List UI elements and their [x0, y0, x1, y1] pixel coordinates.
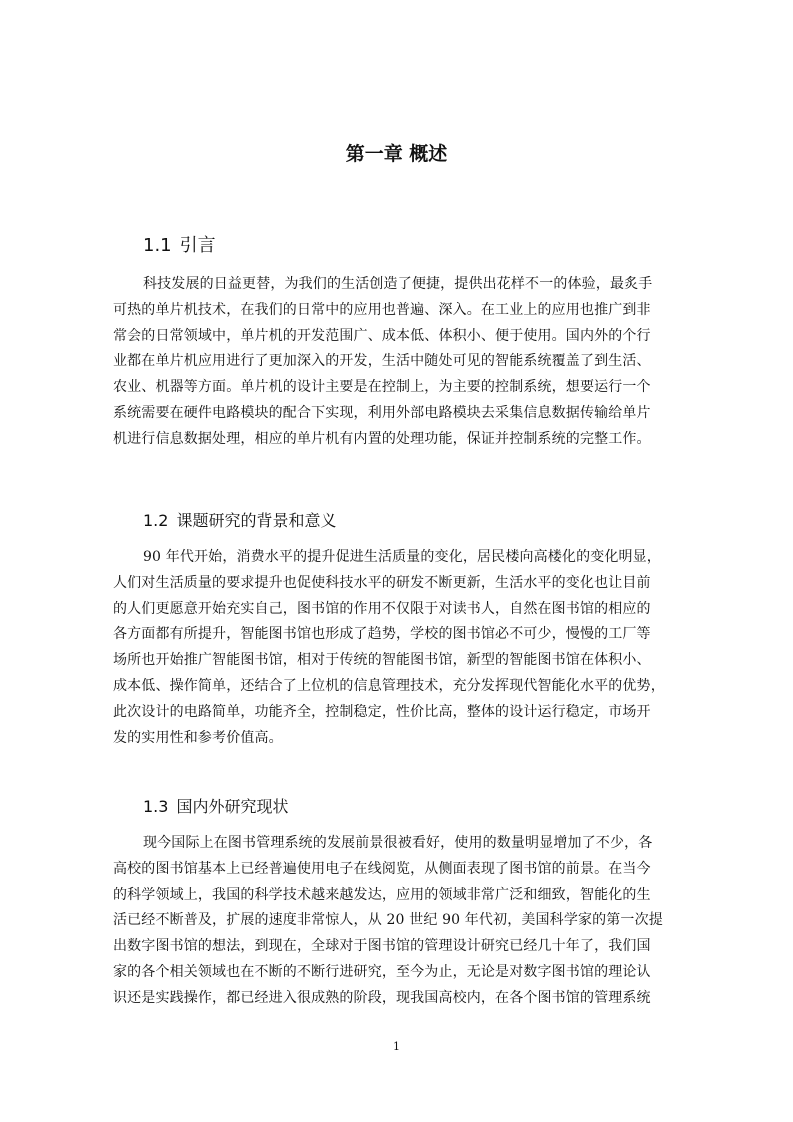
paragraph-line: 场所也开始推广智能图书馆，相对于传统的智能图书馆，新型的智能图书馆在体积小、	[113, 652, 651, 669]
paragraph-line: 常会的日常领域中，单片机的开发范围广、成本低、体积小、便于使用。国内外的个行	[113, 327, 651, 344]
section-title: 国内外研究现状	[176, 797, 289, 816]
chapter-title: 第一章 概述	[345, 143, 448, 165]
paragraph-line: 机进行信息数据处理，相应的单片机有内置的处理功能，保证并控制系统的完整工作。	[113, 430, 651, 447]
section-heading-background	[143, 509, 336, 533]
paragraph-line: 业都在单片机应用进行了更加深入的开发，生活中随处可见的智能系统覆盖了到生活、	[113, 353, 651, 370]
section-heading-research-status	[143, 795, 288, 819]
section-number: 1.1	[143, 235, 172, 256]
paragraph-line: 活已经不断普及，扩展的速度非常惊人，从 20 世纪 90 年代初，美国科学家的第一次提	[113, 912, 663, 929]
paragraph-line: 出数字图书馆的想法，到现在，全球对于图书馆的管理设计研究已经几十年了，我们国	[113, 938, 651, 955]
paragraph-line: 90 年代开始，消费水平的提升促进生活质量的变化，居民楼向高楼化的变化明显，	[143, 549, 661, 565]
paragraph-line: 此次设计的电路简单，功能齐全，控制稳定，性价比高，整体的设计运行稳定，市场开	[113, 703, 651, 720]
section-title: 引言	[179, 235, 216, 256]
section-title: 课题研究的背景和意义	[176, 511, 337, 530]
paragraph-line: 农业、机器等方面。单片机的设计主要是在控制上，为主要的控制系统，想要运行一个	[113, 379, 651, 396]
paragraph-introduction	[113, 272, 685, 453]
paragraph-line: 科技发展的日益更替，为我们的生活创造了便捷，提供出花样不一的体验，最炙手	[143, 276, 653, 292]
paragraph-line: 家的各个相关领域也在不断的不断行进研究，至今为止，无论是对数字图书馆的理论认	[113, 963, 651, 980]
paragraph-line: 的人们更愿意开始充实自己，图书馆的作用不仅限于对读书人，自然在图书馆的相应的	[113, 600, 651, 617]
paragraph-line: 现今国际上在图书管理系统的发展前景很被看好，使用的数量明显增加了不少，各	[143, 835, 653, 851]
paragraph-line: 识还是实践操作，都已经进入很成熟的阶段，现我国高校内，在各个图书馆的管理系统	[113, 989, 651, 1006]
paragraph-line: 各方面都有所提升，智能图书馆也形成了趋势，学校的图书馆必不可少，慢慢的工厂等	[113, 626, 651, 643]
paragraph-line: 系统需要在硬件电路模块的配合下实现，利用外部电路模块去采集信息数据传输给单片	[113, 404, 651, 421]
paragraph-line: 人们对生活质量的要求提升也促使科技水平的研发不断更新，生活水平的变化也让目前	[113, 574, 651, 591]
paragraph-line: 的科学领域上，我国的科学技术越来越发达，应用的领域非常广泛和细致，智能化的生	[113, 886, 651, 903]
paragraph-line: 成本低、操作简单，还结合了上位机的信息管理技术，充分发挥现代智能化水平的优势，	[113, 677, 665, 694]
paragraph-research-status	[113, 831, 685, 1012]
section-heading-introduction	[143, 233, 216, 259]
section-number: 1.3	[143, 797, 169, 816]
paragraph-line: 发的实用性和参考价值高。	[113, 729, 283, 746]
paragraph-line: 高校的图书馆基本上已经普遍使用电子在线阅览，从侧面表现了图书馆的前景。在当今	[113, 860, 651, 877]
paragraph-background	[113, 545, 685, 751]
page-number: 1	[393, 1040, 400, 1053]
section-number: 1.2	[143, 511, 169, 530]
paragraph-line: 可热的单片机技术，在我们的日常中的应用也普遍、深入。在工业上的应用也推广到非	[113, 301, 651, 318]
